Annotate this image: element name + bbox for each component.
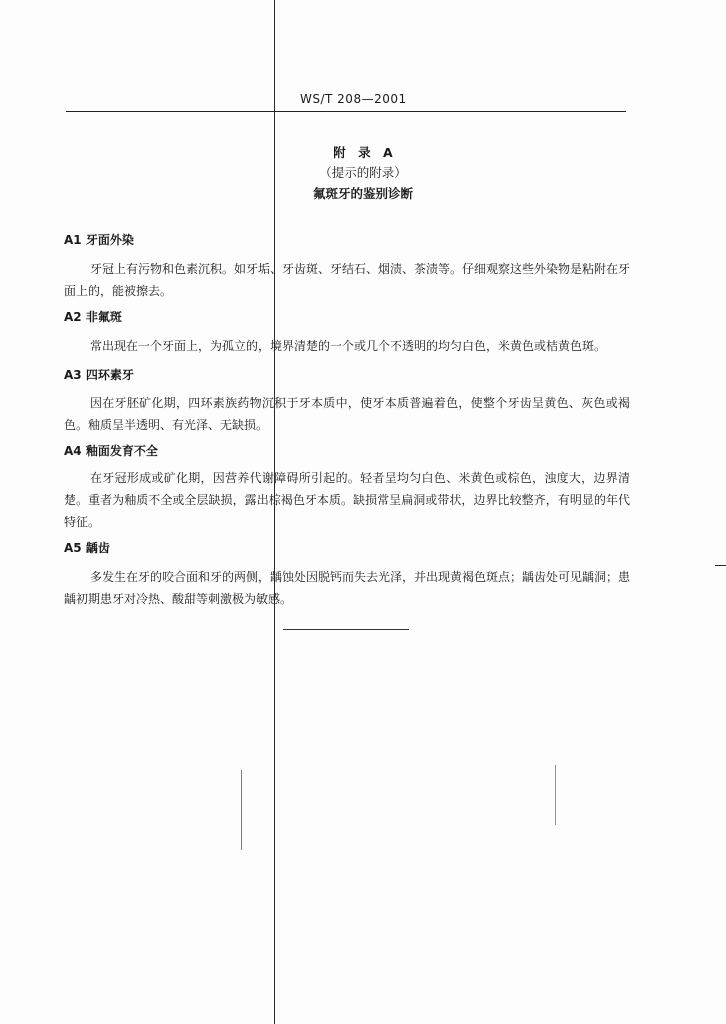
scan-edge-line-left (241, 770, 242, 850)
header-rule (66, 111, 626, 112)
appendix-note: （提示的附录） (319, 165, 407, 180)
standard-code: WS/T 208—2001 (300, 92, 407, 106)
section-a1-title: A1 牙面外染 (64, 233, 134, 247)
scan-edge-line-right (715, 565, 726, 566)
section-a5-text: 多发生在牙的咬合面和牙的两侧，龋蚀处因脱钙而失去光泽，并出现黄褐色斑点；龋齿处可见龋洞；患龋初期患牙对冷热、酸甜等刺激极为敏感。 (64, 570, 631, 606)
appendix-title: 氟斑牙的鉴别诊断 (312, 186, 413, 201)
section-a3-title: A3 四环素牙 (64, 368, 134, 382)
section-a3-text: 因在牙胚矿化期，四环素族药物沉积于牙本质中，使牙本质普遍着色，使整个牙齿呈黄色、灰色或褐色。釉质呈半透明、有光泽、无缺损。 (64, 396, 630, 432)
section-a5-title: A5 龋齿 (64, 541, 110, 555)
end-rule (283, 629, 409, 630)
scan-edge-line-right-2 (555, 765, 556, 825)
section-a1-text: 牙冠上有污物和色素沉积。如牙垢、牙齿斑、牙结石、烟渍、茶渍等。仔细观察这些外染物是粘附在牙面上的，能被擦去。 (64, 262, 631, 298)
appendix-label: 附 录 A (333, 145, 393, 160)
section-a4-text: 在牙冠形成或矿化期，因营养代谢障碍所引起的。轻者呈均匀白色、米黄色或棕色，浊度大，边界清楚。重者为釉质不全或全层缺损，露出棕褐色牙本质。缺损常呈扁洞或带状，边界比较整齐，有明显的年代特征。 (64, 471, 630, 529)
section-a2-text: 常出现在一个牙面上，为孤立的，境界清楚的一个或几个不透明的均匀白色，米黄色或桔黄色斑。 (90, 339, 607, 353)
section-a2-title: A2 非氟斑 (64, 310, 122, 324)
section-a4-title: A4 釉面发育不全 (64, 444, 158, 458)
